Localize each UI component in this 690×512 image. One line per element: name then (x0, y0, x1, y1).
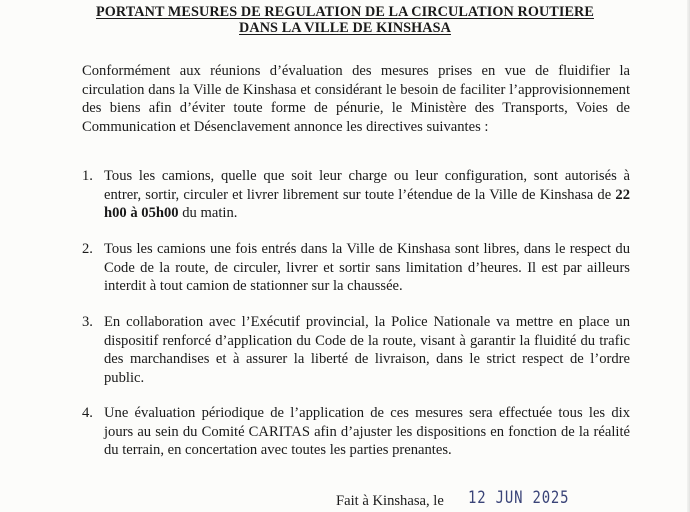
directive-text: En collaboration avec l’Exécutif provincial, la Police Nationale va mettre en place un dispositif renforcé d’application du Code de la route, visant à garantir la fluidité du trafic des marchandises et à assurer la liberté de livraison, dans le strict respect de l’ordre public. (104, 314, 630, 386)
directive-text: Une évaluation périodique de l’application de ces mesures sera effectuée tous les dix jours au sein du Comité CARITAS afin d’ajuster les dispositions en fonction de la réalité du terrain, en concertation avec toutes les parties prenantes. (104, 405, 630, 459)
directive-number: 2. (82, 241, 93, 257)
directive-text-part: du matin. (178, 205, 238, 222)
directive-text (104, 167, 630, 223)
directive-text: Tous les camions une fois entrés dans la Ville de Kinshasa sont libres, dans le respect du Code de la route, de circuler, livrer et sortir sans limitation d’heures. Il est par ailleurs interdit à tout camion de stationner sur la chaussée. (104, 241, 630, 295)
directive-hours: 22 h00 à 05h00 (104, 186, 630, 222)
date-stamp: 12 JUN 2025 (468, 488, 570, 508)
directive-number: 3. (82, 314, 93, 330)
document-title-line-1: PORTANT MESURES DE REGULATION DE LA CIRCULATION ROUTIERE (96, 4, 594, 20)
document-title-line-2: DANS LA VILLE DE KINSHASA (239, 20, 451, 36)
signoff-place: Fait à Kinshasa, le (336, 493, 444, 509)
directive-number: 1. (82, 168, 93, 184)
intro-paragraph: Conformément aux réunions d’évaluation des mesures prises en vue de fluidifier la circulation dans la Ville de Kinshasa et considérant le besoin de faciliter l’approvisionnement des biens afin d’éviter toute forme de pénurie, le Ministère des Transports, Voies de Communication et Désenclavement annonce les directives suivantes : (82, 63, 630, 135)
directive-number: 4. (82, 405, 93, 421)
directive-text-part: Tous les camions, quelle que soit leur charge ou leur configuration, sont autorisés à entrer, sortir, circuler et livrer librement sur toute l’étendue de la Ville de Kinshasa de (104, 168, 630, 203)
